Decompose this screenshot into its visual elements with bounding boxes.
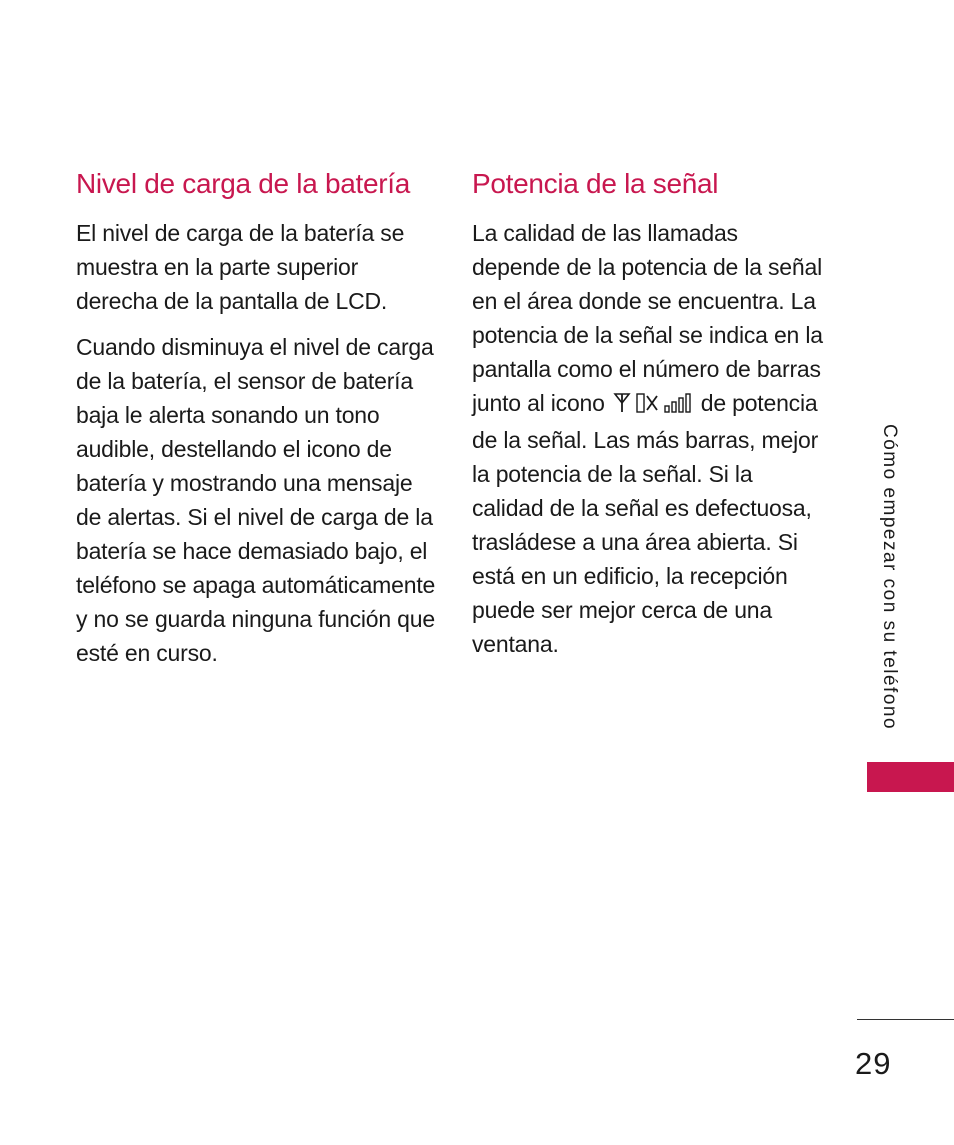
- signal-text-before-icon: La calidad de las llamadas depende de la potencia de la señal en el área donde se encuentra. La potencia de la señal se indica en la pantalla como el número de barras junto al icono: [472, 220, 823, 416]
- page-number: 29: [855, 1046, 892, 1081]
- signal-text-after-icon: de potencia de la señal. Las más barras, mejor la potencia de la señal. Si la calidad de la señal es defectuosa, trasládese a una área abierta. Si está en un edificio, la recepción puede ser mejor cerca de una ventana.: [472, 390, 819, 657]
- signal-strength-heading: Potencia de la señal: [472, 168, 719, 199]
- signal-paragraph: [472, 216, 824, 661]
- right-column: [472, 166, 824, 673]
- battery-level-heading: Nivel de carga de la batería: [76, 168, 411, 199]
- battery-paragraph-2: Cuando disminuya el nivel de carga de la batería, el sensor de batería baja le alerta sonando un tono audible, destellando el icono de batería y mostrando una mensaje de alertas. Si el nivel de carga de la batería se hace demasiado bajo, el teléfono se apaga automáticamente y no se guarda ninguna función que esté en curso.: [76, 334, 436, 666]
- battery-paragraph-1: El nivel de carga de la batería se muestra en la parte superior derecha de la pantalla de LCD.: [76, 220, 405, 314]
- page-number-rule: [857, 1019, 954, 1020]
- chapter-tab-marker: [867, 762, 954, 792]
- left-column: [76, 166, 438, 682]
- signal-strength-icon: [613, 389, 695, 423]
- chapter-side-label: Cómo empezar con su teléfono: [879, 424, 900, 731]
